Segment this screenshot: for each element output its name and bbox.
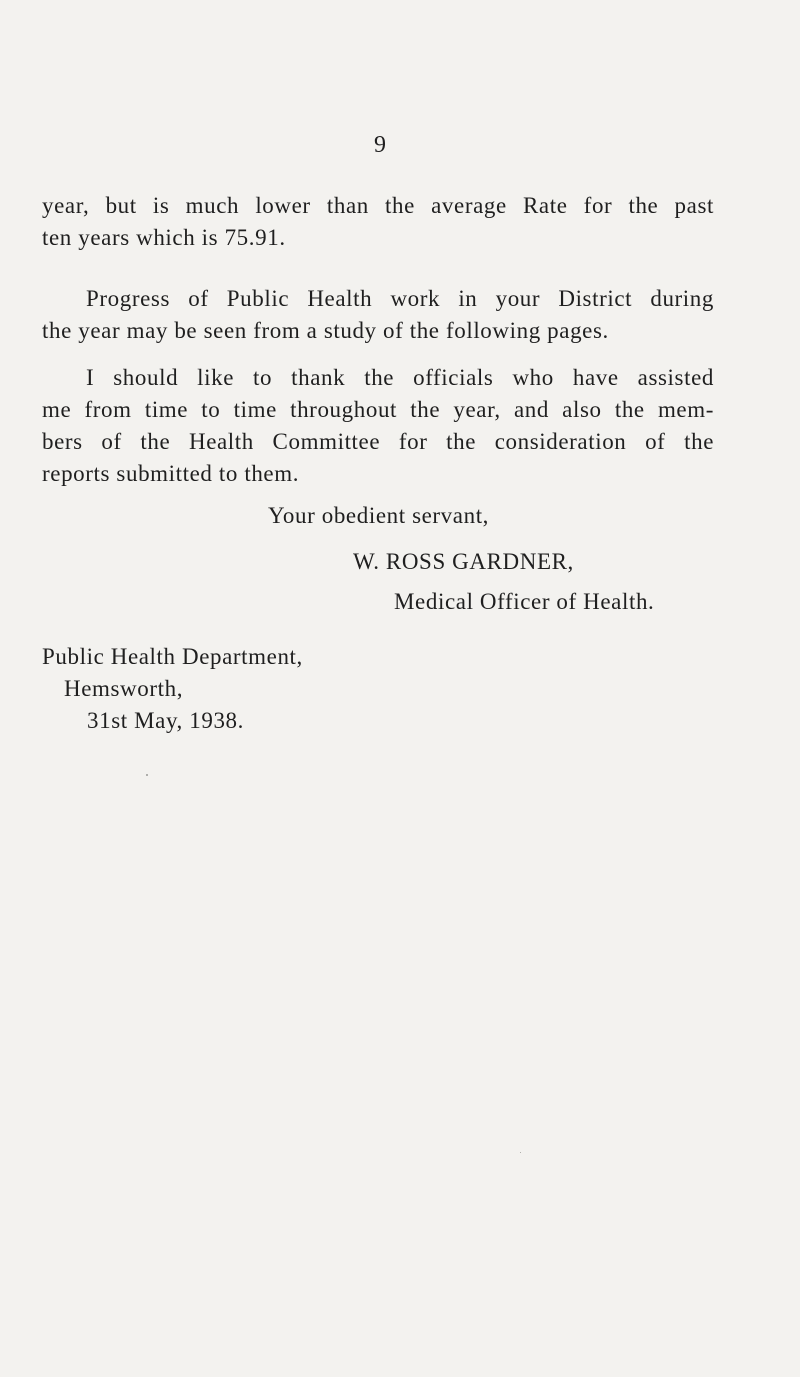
closing-salutation: Your obedient servant,: [268, 503, 490, 528]
address-line: 31st May, 1938.: [87, 708, 245, 733]
paragraph-line: year, but is much lower than the average Rate for the past: [42, 193, 714, 218]
paragraph-1: [42, 190, 714, 254]
paragraph-line: me from time to time throughout the year, and also the mem-: [42, 397, 714, 422]
signatory-name: W. ROSS GARDNER,: [353, 549, 574, 574]
paragraph-line: bers of the Health Committee for the consideration of the: [42, 429, 714, 454]
paragraph-line: Progress of Public Health work in your District during: [86, 286, 714, 311]
paragraph-line: reports submitted to them.: [42, 461, 300, 486]
paper-speck: [146, 774, 148, 776]
paper-speck: [520, 1152, 521, 1153]
paragraph-2: [42, 283, 714, 347]
paragraph-line: I should like to thank the officials who have assisted: [86, 365, 714, 390]
address-line: Public Health Department,: [42, 644, 303, 669]
signatory-title: Medical Officer of Health.: [394, 589, 655, 614]
paragraph-line: the year may be seen from a study of the following pages.: [42, 318, 609, 343]
paragraph-3: [42, 362, 714, 490]
page-number: 9: [374, 132, 386, 158]
paragraph-line: ten years which is 75.91.: [42, 225, 286, 250]
address-line: Hemsworth,: [64, 676, 184, 701]
